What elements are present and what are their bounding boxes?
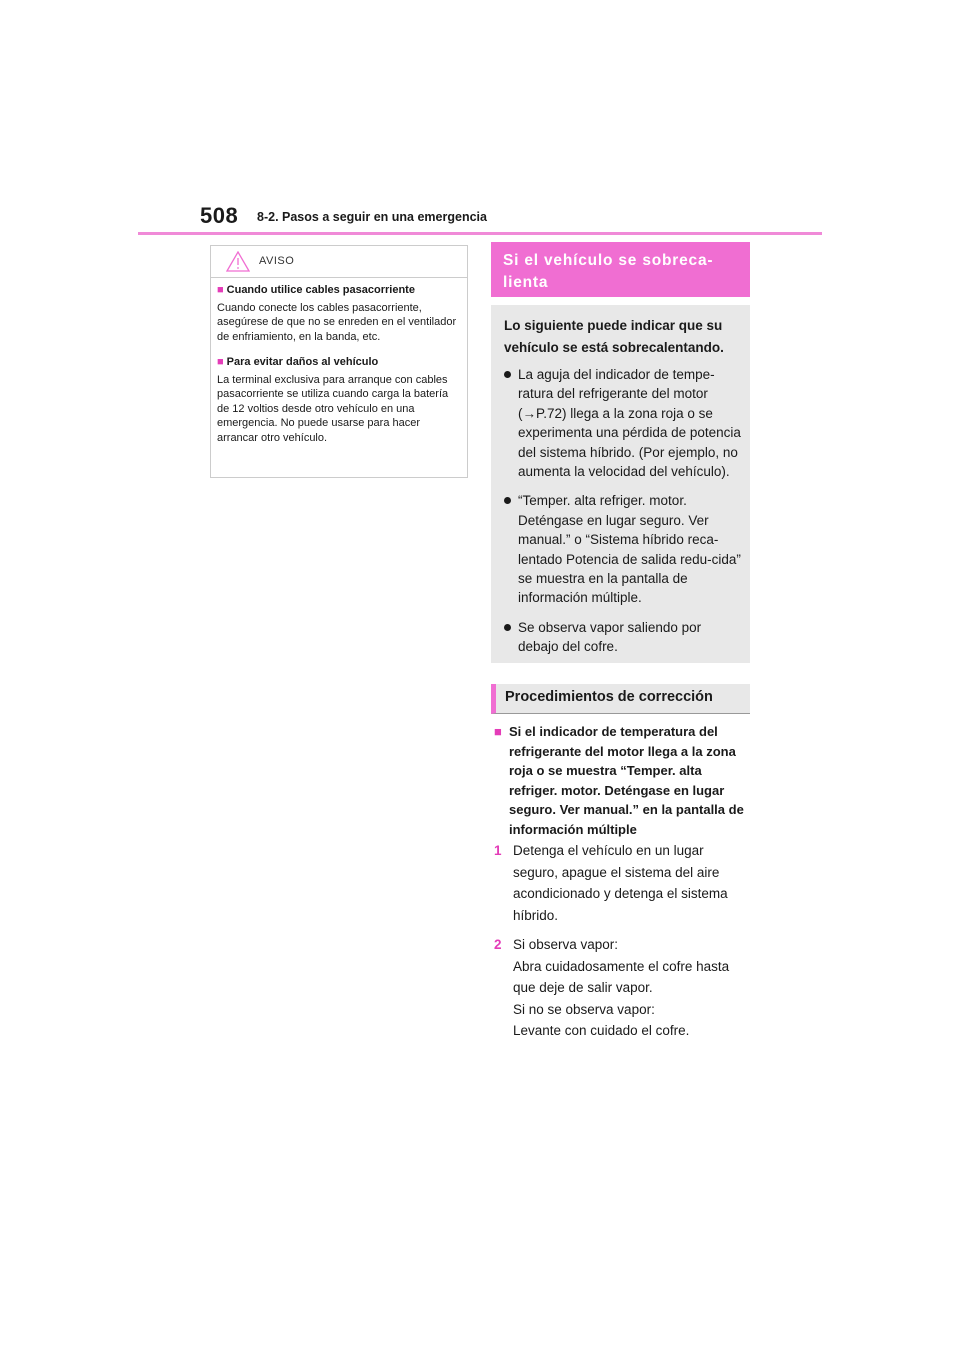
warning-header — [211, 246, 467, 278]
list-item-text: “Temper. alta refriger. motor. Deténgase en lugar seguro. Ver manual.” o “Sistema híbrido reca-lentado Potencia de salida redu-cida” se muestra en la pantalla de información múltiple. — [518, 493, 741, 606]
procedure-header-text: Procedimientos de corrección — [505, 689, 713, 705]
warning-subheading — [217, 355, 461, 370]
square-bullet-icon: ■ — [217, 284, 224, 296]
step-line: Abra cuidadosamente el cofre hasta que deje de salir vapor. — [513, 958, 730, 995]
procedure-step — [494, 840, 750, 926]
list-item — [491, 365, 750, 481]
step-text — [513, 840, 750, 926]
overheat-signs-box — [491, 305, 750, 663]
overheat-banner-title — [503, 250, 750, 294]
square-bullet-icon: ■ — [217, 356, 224, 368]
list-item — [491, 618, 750, 657]
square-bullet-icon: ■ — [494, 724, 502, 739]
section-title: 8-2. Pasos a seguir en una emergencia — [257, 210, 487, 224]
warning-subheading-text: Cuando utilice cables pasacorriente — [226, 284, 415, 296]
warning-subheading — [217, 283, 461, 298]
step-text — [513, 934, 750, 1042]
overheat-intro: Lo siguiente puede indicar que su vehículo se está sobrecalentando. — [504, 318, 724, 355]
warning-box — [210, 245, 468, 478]
warning-label: AVISO — [259, 255, 295, 267]
header-rule — [138, 232, 822, 235]
procedure-condition — [494, 722, 750, 839]
bullet-dot-icon — [504, 497, 511, 504]
procedure-condition-text: Si el indicador de temperatura del refrigerante del motor llega a la zona roja o se muestra “Temper. alta refriger. motor. Deténgase en lugar seguro. Ver manual.” en la pantalla de información múltiple — [509, 724, 744, 837]
overheat-signs-list — [491, 365, 750, 657]
step-number: 2 — [494, 937, 502, 952]
list-item-text: La aguja del indicador de tempe-ratura del refrigerante del motor (→P.72) llega a la zona roja o se experimenta una pérdida de potencia del sistema híbrido. (Por ejemplo, no aumenta la velocidad del vehículo). — [518, 367, 741, 480]
overheat-banner-line: lienta — [503, 274, 549, 291]
procedure-header — [491, 684, 750, 714]
step-number: 1 — [494, 843, 502, 858]
warning-paragraph: Cuando conecte los cables pasacorriente, asegúrese de que no se enreden en el ventilador de enfriamiento, en la banda, etc. — [217, 301, 457, 343]
warning-triangle-icon — [226, 251, 250, 272]
bullet-dot-icon — [504, 371, 511, 378]
step-line: Si observa vapor: — [513, 937, 619, 952]
warning-body — [211, 278, 467, 445]
bullet-dot-icon — [504, 624, 511, 631]
step-line: Levante con cuidado el cofre. — [513, 1023, 690, 1038]
step-line: Detenga el vehículo en un lugar seguro, apague el sistema del aire acondicionado y detenga el sistema híbrido. — [513, 843, 728, 923]
procedure-step — [494, 934, 750, 1042]
step-line: Si no se observa vapor: — [513, 1001, 655, 1017]
warning-paragraph: La terminal exclusiva para arranque con cables pasacorriente se utiliza cuando carga la batería de 12 voltios desde otro vehículo en una emergencia. No puede usarse para hacer arrancar otro vehículo. — [217, 373, 449, 444]
warning-subheading-text: Para evitar daños al vehículo — [226, 356, 379, 368]
list-item-text: Se observa vapor saliendo por debajo del cofre. — [518, 619, 702, 655]
page-number: 508 — [200, 203, 239, 228]
overheat-banner — [491, 242, 750, 297]
list-item — [491, 491, 750, 607]
overheat-banner-line: Si el vehículo se sobreca- — [503, 252, 714, 269]
